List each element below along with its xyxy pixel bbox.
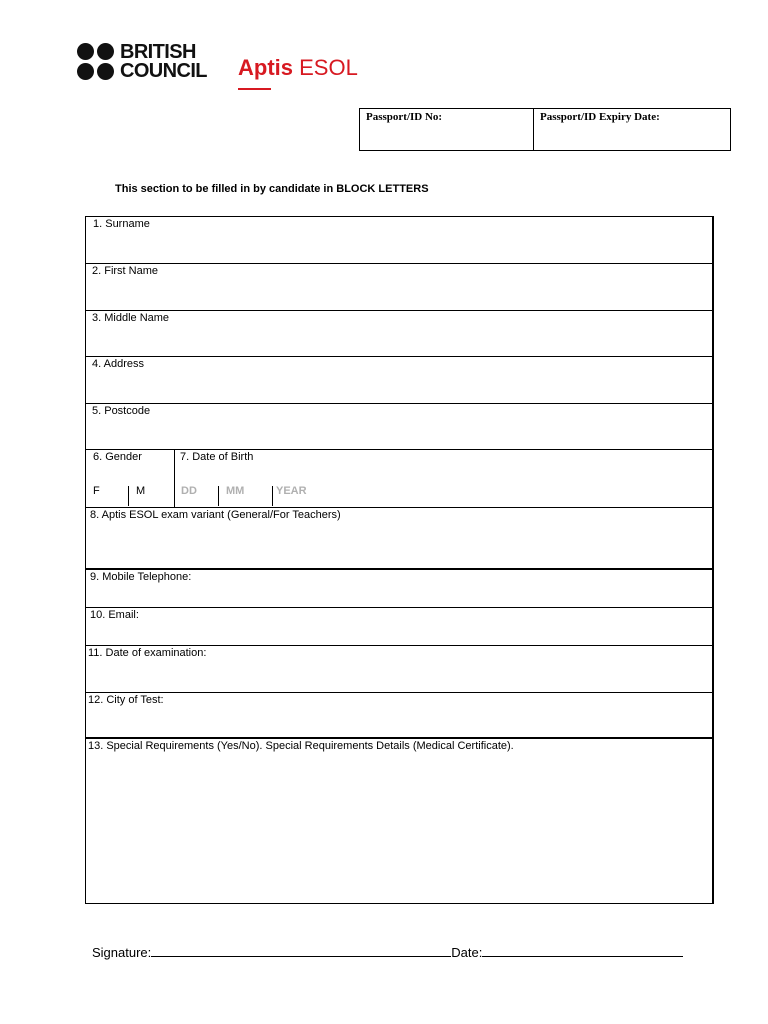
first-name-label: 2. First Name <box>92 265 159 277</box>
british-council-wordmark: BRITISH COUNCIL <box>120 41 207 82</box>
signature-line <box>92 945 683 960</box>
postcode-field[interactable] <box>86 404 712 450</box>
signature-field[interactable] <box>151 946 451 957</box>
gender-dob-row <box>86 450 712 508</box>
gender-field[interactable] <box>86 450 174 507</box>
surname-field[interactable] <box>86 217 712 264</box>
aptis-esol-logo <box>238 55 358 81</box>
gender-option-f[interactable]: F <box>93 485 100 497</box>
instruction-text: This section to be filled in by candidate in BLOCK LETTERS <box>115 183 429 195</box>
exam-variant-label: 8. Aptis ESOL exam variant (General/For Teachers) <box>90 509 341 521</box>
date-field[interactable] <box>482 946 683 957</box>
exam-variant-field[interactable] <box>86 508 712 570</box>
mobile-field[interactable] <box>86 570 712 608</box>
special-requirements-label: 13. Special Requirements (Yes/No). Special Requirements Details (Medical Certificate). <box>88 740 514 752</box>
surname-label: 1. Surname <box>93 218 150 230</box>
gender-label: 6. Gender <box>93 451 142 463</box>
dob-mm: MM <box>226 485 245 497</box>
email-field[interactable] <box>86 608 712 646</box>
middle-name-field[interactable] <box>86 311 712 357</box>
passport-id-field[interactable] <box>360 109 534 150</box>
postcode-label: 5. Postcode <box>92 405 151 417</box>
signature-label: Signature: <box>92 945 152 960</box>
passport-id-label: Passport/ID No: <box>366 111 443 123</box>
dob-label: 7. Date of Birth <box>180 451 254 463</box>
esol-word: ESOL <box>299 55 358 80</box>
passport-expiry-field[interactable] <box>534 109 730 150</box>
aptis-underline <box>238 88 271 90</box>
email-label: 10. Email: <box>90 609 139 621</box>
gender-divider <box>128 486 129 506</box>
passport-box <box>359 108 731 151</box>
british-council-logo <box>77 43 217 83</box>
middle-name-label: 3. Middle Name <box>92 312 170 324</box>
date-label: Date: <box>451 945 483 960</box>
mobile-label: 9. Mobile Telephone: <box>90 571 192 583</box>
passport-expiry-label: Passport/ID Expiry Date: <box>540 111 660 123</box>
exam-date-label: 11. Date of examination: <box>88 647 207 659</box>
aptis-word: Aptis <box>238 55 293 80</box>
city-field[interactable] <box>86 693 712 739</box>
special-requirements-field[interactable] <box>86 739 712 903</box>
dob-divider-2 <box>272 486 273 506</box>
british-council-dots-icon <box>77 43 115 81</box>
address-label: 4. Address <box>92 358 144 370</box>
dob-divider-1 <box>218 486 219 506</box>
dob-field[interactable] <box>175 450 712 507</box>
gender-option-m[interactable]: M <box>136 485 146 497</box>
city-label: 12. City of Test: <box>88 694 164 706</box>
candidate-form <box>85 216 714 904</box>
dob-year: YEAR <box>276 485 307 497</box>
address-field[interactable] <box>86 357 712 404</box>
exam-date-field[interactable] <box>86 646 712 693</box>
dob-dd: DD <box>181 485 197 497</box>
first-name-field[interactable] <box>86 264 712 311</box>
